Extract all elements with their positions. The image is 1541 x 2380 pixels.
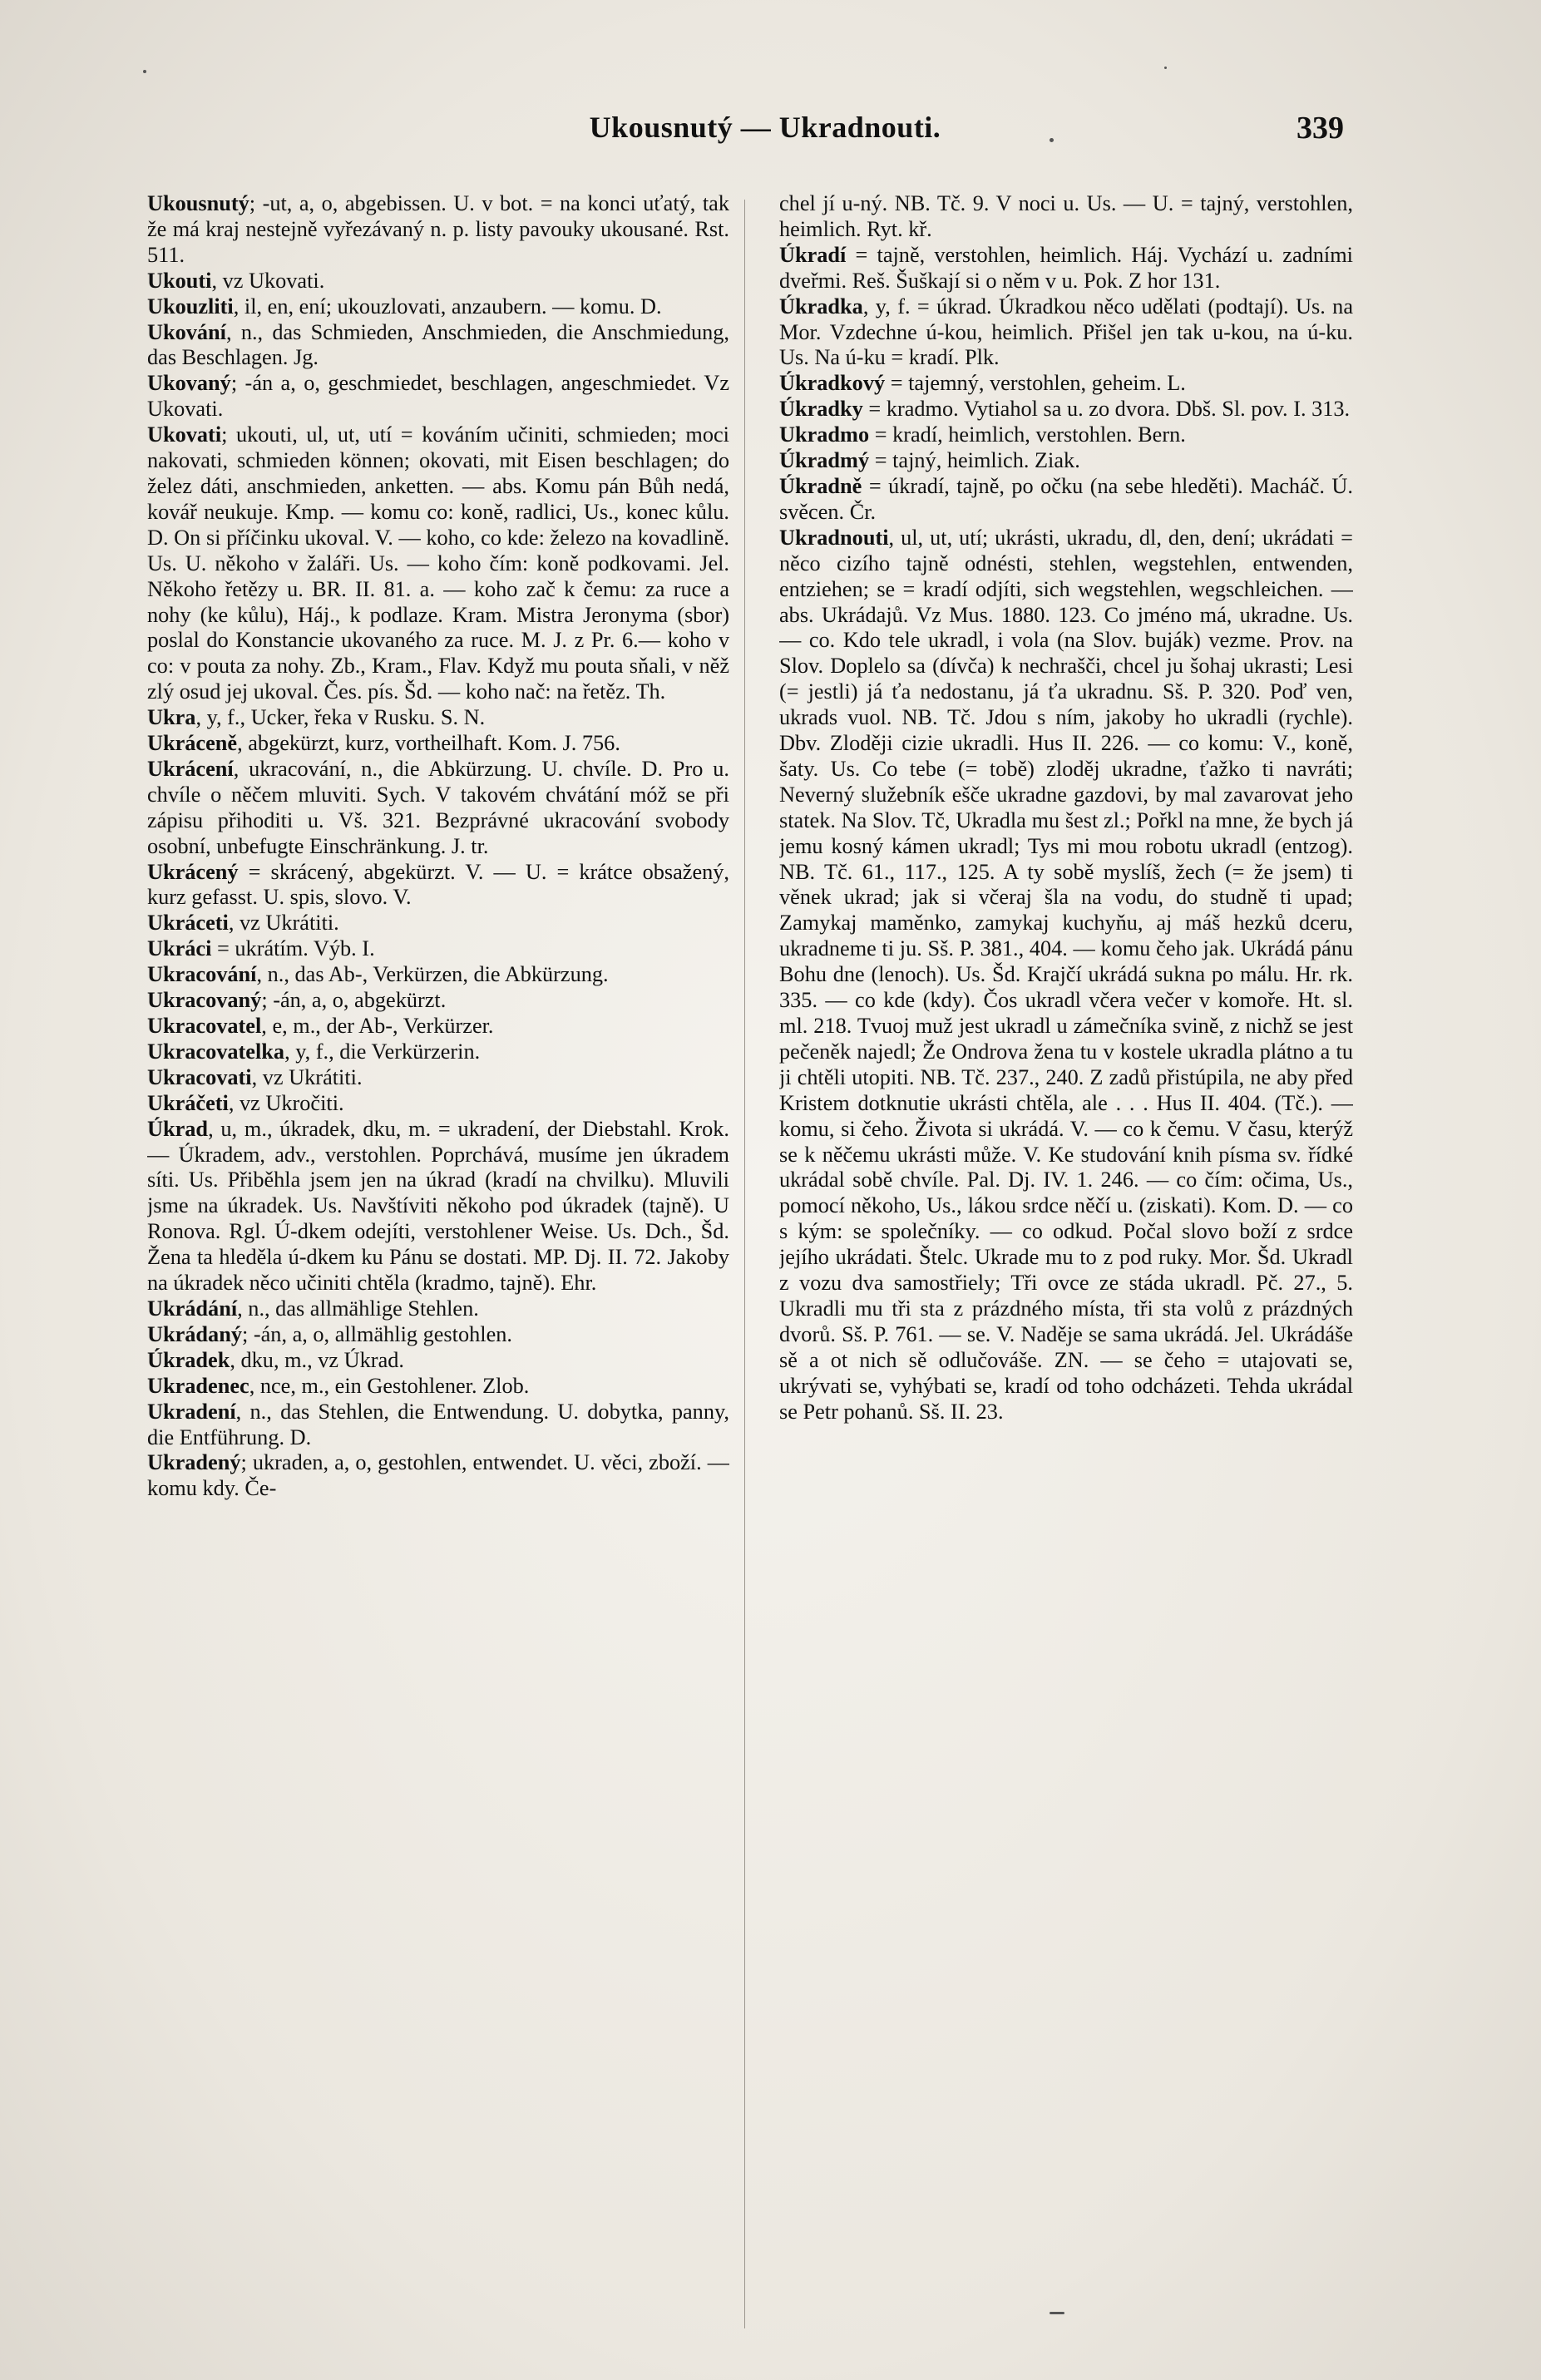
entry-ukradani: Ukrádání, n., das allmählige Stehlen. xyxy=(147,1296,479,1321)
headword: Ukování xyxy=(147,319,226,344)
entry-ukradeny: Ukradený; ukraden, a, o, gestohlen, entwendet. U. věci, zboží. — komu kdy. Če- xyxy=(147,1450,729,1501)
entry-ukracovany: Ukracovaný; -án, a, o, abgekürzt. xyxy=(147,988,447,1013)
entry-ukradmo: Ukradmo = kradí, heimlich, verstohlen. Bern. xyxy=(779,422,1186,447)
entry-ukraceti: Ukráceti, vz Ukrátiti. xyxy=(147,911,339,936)
headword: Ukráceti xyxy=(147,911,229,936)
entry-ukra: Ukra, y, f., Ucker, řeka v Rusku. S. N. xyxy=(147,705,486,730)
headword: Ukracovati xyxy=(147,1064,252,1089)
entry-ukracene: Ukráceně, abgekürzt, kurz, vortheilhaft. Kom. J. 756. xyxy=(147,731,620,756)
entry-ukracovani: Ukracování, n., das Ab-, Verkürzen, die Abkürzung. xyxy=(147,962,609,987)
entry-ukradeny-cont: chel jí u-ný. NB. Tč. 9. V noci u. Us. — U. = tajný, verstohlen, heimlich. Ryt. kř. xyxy=(779,191,1353,241)
entry-ukraci: Ukráci = ukrátím. Výb. I. xyxy=(147,936,375,961)
headword: Ukovaný xyxy=(147,371,231,396)
headword: Ukouti xyxy=(147,268,212,293)
entry-ukradka: Úkradka, y, f. = úkrad. Úkradkou něco udělati (podtají). Us. na Mor. Vzdechne ú-kou, heimlich. Přišel jen tak u-kou, na ú-ku. Us. Na ú-ku = kradí. Plk. xyxy=(779,294,1353,370)
entry-ukouzliti: Ukouzliti, il, en, ení; ukouzlovati, anzaubern. — komu. D. xyxy=(147,294,662,318)
entry-ukradi: Úkradí = tajně, verstohlen, heimlich. Háj. Vychází u. zadními dveřmi. Reš. Šuškají si o něm v u. Pok. Z hor 131. xyxy=(779,242,1353,293)
headword: Ukradený xyxy=(147,1450,241,1475)
headword: Úkradí xyxy=(779,242,856,267)
entry-ukouti: Ukouti, vz Ukovati. xyxy=(147,268,325,293)
entry-ukradnouti: Ukradnouti, ul, ut, utí; ukrásti, ukradu, dl, den, dení; ukrádati = něco cizího tajně odnésti, stehlen, wegstehlen, entwenden, entziehen; se = kradí odjíti, sich wegstehlen, wegschleichen. — abs. Ukrádajů. Vz Mus. 1880. 123. Co jméno má, ukradne. Us. — co. Kdo tele ukradl, i vola (na Slov. buják) vezme. Prov. na Slov. Doplelo sa (dívča) k nechrašči, chcel ju šohaj ukrasti; Lesi (= jestli) já ťa nedostanu, já ťa ukradnu. Sš. P. 320. Poď ven, ukrads vuol. NB. Tč. Jdou s ním, jakoby ho ukradli (rychle). Dbv. Zloději cizie ukradli. Hus II. 226. — co komu: V., koně, šaty. Us. Co tebe (= tobě) zloděj ukradne, ťažko ti navráti; Neverný služebník ešče ukradne gazdovi, by mal zavarovat jeho statek. Na Slov. Tč, Ukradla mu šest zl.; Pořkl na mne, že bych já jemu kosný kámen ukradl; Tys mi mou robotu ukradl (entzog). NB. Tč. 61., 117., 125. A ty sobě myslíš, žech (= že jsem) ti věnek ukrad; jak si včeraj šla na vodu, do studně ti upad; Zamykaj maměnko, zamykaj kuchyňu, aj máš hezků dceru, ukradneme ti ju. Sš. P. 381., 404. — komu čeho jak. Ukrádá pánu Bohu dne (lenoch). Us. Šd. Krajčí ukrádá sukna po málu. Hr. rk. 335. — co kde (kdy). Čos ukradl včera večer v komoře. Ht. sl. ml. 218. Tvuoj muž jest ukradl u zámečníka svině, z nichž se jest pečeněk najedl; Že Ondrova žena tu v kostele ukradla plátno a tu ji chtěli utopiti. NB. Tč. 237., 240. Z zadů přistúpila, ne aby před Kristem dotknutie ukrásti chtěla, ale . . . Hus II. 404. (Tč.). — komu, si čeho. Života si ukrádá. V. — co k čemu. V času, kterýž se k něčemu ukrásti může. V. Ke studování knih písma sv. řídké ukrádal sobě chvíle. Pal. Dj. IV. 1. 246. — co čím: očima, Us., pomocí někoho, Us., lákou srdce něčí u. (ziskati). Kom. D. — co s kým: se společníky. — co odkud. Počal slovo boží z srdce jejího ukrádati. Štelc. Ukrade mu to z pod ruky. Mor. Šd. Ukradl z vozu dva samostřiely; Tři ovce ze stáda ukradl. Pč. 27., 5. Ukradli mu tři sta z prázdného místa, tři sta volů z prázdných dvorů. Sš. P. 761. — se. V. Naděje se sama ukrádá. Jel. Ukrádáše sě a ot nich sě odlučováše. ZN. — se čeho = utajovati se, ukrývati se, vyhýbati se, kradí od toho odcházeti. Tehda ukrádal se Petr pohanů. Sš. II. 23. xyxy=(779,525,1353,1424)
entry-ukovani: Ukování, n., das Schmieden, Anschmieden, die Anschmiedung, das Beschlagen. Jg. xyxy=(147,319,729,370)
left-column xyxy=(147,191,729,2328)
headword: Ukouzliti xyxy=(147,294,234,318)
headword: Úkradky xyxy=(779,397,869,422)
entry-ukradany: Ukrádaný; -án, a, o, allmählig gestohlen. xyxy=(147,1321,512,1346)
headword: Ukrádání xyxy=(147,1296,238,1321)
headword: Ukousnutý xyxy=(147,191,249,215)
headword: Úkradně xyxy=(779,473,869,498)
running-header-title: Ukousnutý — Ukradnouti. xyxy=(589,111,941,144)
headword: Ukradnouti xyxy=(779,525,889,550)
scan-speck xyxy=(1050,138,1054,142)
headword: Úkradkový xyxy=(779,371,891,396)
headword: Úkradek xyxy=(147,1347,230,1372)
headword: Ukráceně xyxy=(147,731,238,756)
headword: Úkradmý xyxy=(779,448,875,473)
entry-ukovany: Ukovaný; -án a, o, geschmiedet, beschlagen, angeschmiedet. Vz Ukovati. xyxy=(147,371,729,422)
entry-ukraceni: Ukrácení, ukracování, n., die Abkürzung. U. chvíle. D. Pro u. chvíle o něčem mluviti. Sych. V takovém chvátání móž se při zápisu přihoditi u. Vš. 321. Bezprávné ukracování svobody osobní, unbefugte Einschränkung. J. tr. xyxy=(147,756,729,858)
headword: Ukrácení xyxy=(147,756,234,781)
headword: Ukracovaný xyxy=(147,988,262,1013)
entry-ukovati: Ukovati; ukouti, ul, ut, utí = kováním učiniti, schmieden; moci nakovati, schmieden können; okovati, mit Eisen beschlagen; do želez dáti, anschmieden, anketten. — abs. Komu pán Bůh nedá, kovář neukuje. Kmp. — komu co: koně, radlici, Us., konec kůlu. D. On si příčinku ukoval. V. — koho, co kde: železo na kovadlině. Us. U. někoho v žaláři. Us. — koho čím: koně podkovami. Jel. Někoho řetězy u. BR. II. 81. a. — koho zač k čemu: za ruce a nohy (ke kůlu), Háj., k podlaze. Kram. Mistra Jeronyma (sbor) poslal do Konstancie ukovaného za ruce. M. J. z Pr. 6.— koho v co: v pouta za nohy. Zb., Kram., Flav. Když mu pouta sňali, v něž zlý osud jej ukoval. Čes. pís. Šd. — koho nač: na řetěz. Th. xyxy=(147,422,729,704)
scan-speck xyxy=(1164,67,1167,69)
headword: Ukracovatel xyxy=(147,1014,262,1038)
entry-ukousnuty: Ukousnutý; -ut, a, o, abgebissen. U. v bot. = na konci uťatý, tak že má kraj nestejně vyřezávaný n. p. listy pavouky ukousané. Rst. 511. xyxy=(147,191,729,267)
headword: Úkradka xyxy=(779,294,863,318)
entry-ukracovatelka: Ukracovatelka, y, f., die Verkürzerin. xyxy=(147,1039,481,1064)
entry-ukraceti-2: Ukráčeti, vz Ukročiti. xyxy=(147,1090,344,1115)
headword: Ukradmo xyxy=(779,422,875,447)
entry-ukracovati: Ukracovati, vz Ukrátiti. xyxy=(147,1064,363,1089)
entry-ukracovatel: Ukracovatel, e, m., der Ab-, Verkürzer. xyxy=(147,1014,494,1038)
entry-ukradkovy: Úkradkový = tajemný, verstohlen, geheim. L. xyxy=(779,371,1186,396)
headword: Ukradení xyxy=(147,1399,236,1424)
entry-ukraceny: Ukrácený = skrácený, abgekürzt. V. — U. = krátce obsažený, kurz gefasst. U. spis, slovo. V. xyxy=(147,859,729,910)
page-number: 339 xyxy=(1297,111,1344,146)
headword: Ukráčeti xyxy=(147,1090,229,1115)
entry-ukrad: Úkrad, u, m., úkradek, dku, m. = ukradení, der Diebstahl. Krok. — Úkradem, adv., verstohlen. Poprchává, musíme jen úkradem síti. Us. Přiběhla jsem jen na úkrad (kradí na chvilku). Mluvili jsme na úkradek. Us. Navštíviti někoho pod úkradek (tajně). U Ronova. Rgl. Ú-dkem odejíti, verstohlener Weise. Us. Dch., Šd. Žena ta hleděla ú-dkem ku Pánu se dostati. MP. Dj. II. 72. Jakoby na úkradek něco učiniti chtěla (kradmo, tajně). Ehr. xyxy=(147,1116,729,1296)
headword: Ukradenec xyxy=(147,1373,249,1398)
headword: Ukrácený xyxy=(147,859,249,884)
headword: Ukracování xyxy=(147,962,257,987)
headword: Úkrad xyxy=(147,1116,209,1141)
headword: Ukracovatelka xyxy=(147,1039,285,1064)
headword: Ukovati xyxy=(147,422,222,447)
right-column xyxy=(779,191,1353,2328)
entry-ukradne: Úkradně = úkradí, tajně, po očku (na sebe hleděti). Macháč. Ú. svěcen. Čr. xyxy=(779,473,1353,524)
entry-ukradeni: Ukradení, n., das Stehlen, die Entwendung. U. dobytka, panny, die Entführung. D. xyxy=(147,1399,729,1449)
headword: Ukrádaný xyxy=(147,1321,242,1346)
entry-ukradmy: Úkradmý = tajný, heimlich. Ziak. xyxy=(779,448,1080,473)
scan-speck xyxy=(143,70,146,73)
entry-ukradky: Úkradky = kradmo. Vytiahol sa u. zo dvora. Dbš. Sl. pov. I. 313. xyxy=(779,397,1351,422)
headword: Ukráci xyxy=(147,936,217,961)
column-divider xyxy=(744,200,745,2328)
entry-ukradenec: Ukradenec, nce, m., ein Gestohlener. Zlob. xyxy=(147,1373,530,1398)
headword: Ukra xyxy=(147,705,196,730)
entry-ukradek: Úkradek, dku, m., vz Úkrad. xyxy=(147,1347,404,1372)
